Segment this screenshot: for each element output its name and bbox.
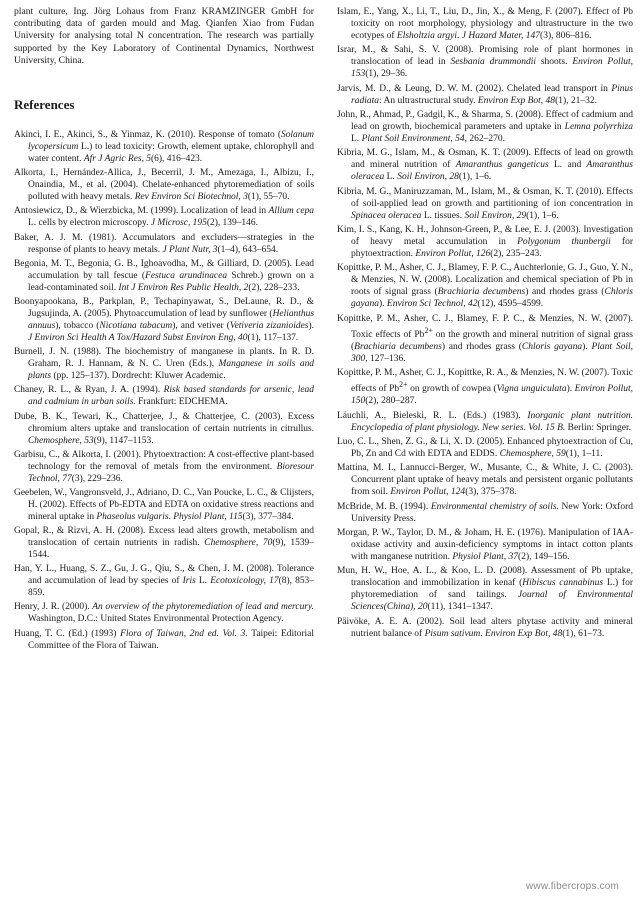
reference-entry: Mun, H. W., Hoe, A. L., & Koo, L. D. (2008). Assessment of Pb uptake, translocation and immobilization in kenaf (Hibiscus cannabinus L.) for phytoremediation of sand tailings. Journal of Environmental Sciences(China), 20(11), 1341–1347. [337,566,634,613]
reference-entry: Gopal, R., & Rizvi, A. H. (2008). Excess lead alters growth, metabolism and translocation of certain nutrients in radish. Chemosphere, 70(9), 1539–1544. [14,526,314,561]
reference-entry: Mattina, M. I., Lannucci-Berger, W., Musante, C., & White, J. C. (2003). Concurrent plant uptake of heavy metals and persistent organic pollutants from soil. Environ Pollut, 124(3), 375–378. [337,463,633,498]
reference-entry: Henry, J. R. (2000). An overview of the phytoremediation of lead and mercury. Washington, D.C.: United States Environmental Protection Agency. [14,602,314,625]
reference-entry: Alkorta, I., Hernández-Allica, J., Becerril, J. M., Amezaga, I., Albizu, I., Onaindia, M., et al. (2004). Chelate-enhanced phytoremediation of soils polluted with heavy metals. Rev Environ Sci Biotechnol, 3(1), 55–70. [14,168,314,203]
reference-entry: Morgan, P. W., Taylor, D. M., & Joham, H. E. (1976). Manipulation of IAA-oxidase activity and auxin-deficiency symptoms in intact cotton plants with manganese nutrition. Physiol Plant, 37(2), 149–156. [337,527,633,562]
reference-entry: Chaney, R. L., & Ryan, J. A. (1994). Risk based standards for arsenic, lead and cadmium in urban soils. Frankfurt: EDCHEMA. [14,385,314,408]
reference-entry: Islam, E., Yang, X., Li, T., Liu, D., Jin, X., & Meng, F. (2007). Effect of Pb toxicity on root morphology, physiology and ultrastructure in the two ecotypes of Elsholtzia argyi. J Hazard Mater, 147(3), 806–816. [337,7,633,42]
right-column [337,6,633,642]
reference-entry: Luo, C. L., Shen, Z. G., & Li, X. D. (2005). Enhanced phytoextraction of Cu, Pb, Zn and Cd with EDTA and EDDS. Chemosphere, 59(1), 1–11. [337,436,633,459]
watermark: www.fibercrops.com [526,881,620,892]
reference-entry: Kopittke, P. M., Asher, C. J., Blamey, F. P. C., & Menzies, N. W. (2007). Toxic effects of $Pb^{2+}$ on the growth and mineral nutrition of signal grass (Brachiaria decumbens) and rhodes grass (Chloris gayana). Plant Soil, 300, 127–136. [337,313,633,364]
reference-entry: Han, Y. L., Huang, S. Z., Gu, J. G., Qiu, S., & Chen, J. M. (2008). Tolerance and accumulation of lead by species of Iris L. Ecotoxicology, 17(8), 853–859. [14,564,314,599]
reference-entry: Kim, I. S., Kang, K. H., Johnson-Green, P., & Lee, E. J. (2003). Investigation of heavy metal accumulation in Polygonum thunbergii for phytoextraction. Environ Pollut, 126(2), 235–243. [337,224,634,260]
reference-entry: Israr, M., & Sahi, S. V. (2008). Promising role of plant hormones in translocation of lead in Sesbania drummondii shoots. Environ Pollut, 153(1), 29–36. [337,45,633,80]
reference-entry: Huang, T. C. (Ed.) (1993) Flora of Taiwan, 2nd ed. Vol. 3. Taipei: Editorial Committee of the Flora of Taiwan. [14,628,314,651]
reference-entry: Läuchli, A., Bieleski, R. L. (Eds.) (1983). Inorganic plant nutrition. Encyclopedia of plant physiology. New series. Vol. 15 B. Berlin: Springer. [337,410,633,433]
reference-entry: Baker, A. J. M. (1981). Accumulators and excluders—strategies in the response of plants to heavy metals. J Plant Nutr, 3(1–4), 643–654. [14,232,314,255]
reference-entry: Begonia, M. T., Begonia, G. B., Ighoavodha, M., & Gilliard, D. (2005). Lead accumulation by tall fescue (Festuca arundinacea Schreb.) grown on a lead-contaminated soil. Int J Environ Res Public Health, 2(2), 228–233. [14,258,314,293]
reference-entry: Garbisu, C., & Alkorta, I. (2001). Phytoextraction: A cost-effective plant-based technology for the removal of metals from the environment. Bioresour Technol, 77(3), 229–236. [14,449,314,484]
reference-entry: Geebelen, W., Vangronsveld, J., Adriano, D. C., Van Poucke, L. C., & Clijsters, H. (2002). Effects of Pb-EDTA and EDTA on oxidative stress reactions and mineral uptake in Phaseolus vulgaris. Physiol Plant, 115(3), 377–384. [14,487,314,522]
left-reference-list [14,129,314,652]
reference-entry: Burnell, J. N. (1988). The biochemistry of manganese in plants. In R. D. Graham, R. J. Hannam, & N. C. Uren (Eds.), Manganese in soils and plants (pp. 125–137). Dordrecht: Kluwer Academic. [14,347,315,382]
right-reference-list [337,6,633,640]
acknowledgement-text: plant culture, Ing. Jörg Lohaus from Franz KRAMZINGER GmbH for contributing data of garden mould and Mag. Qianfen Xiao from Fudan University for analysing total N concentration. The research was partially supported by the Key Laboratory of Continental Dynamics, Northwest University, China. [14,6,314,66]
left-column [14,6,314,654]
reference-entry: Kibria, M. G., Maniruzzaman, M., Islam, M., & Osman, K. T. (2010). Effects of soil-applied lead on growth and partitioning of ion concentration in Spinacea oleracea L. tissues. Soil Environ, 29(1), 1–6. [337,186,633,221]
reference-entry: Jarvis, M. D., & Leung, D. W. M. (2002). Chelated lead transport in Pinus radiata: An ultrastructural study. Environ Exp Bot, 48(1), 21–32. [337,83,633,106]
reference-entry: Päivöke, A. E. A. (2002). Soil lead alters phytase activity and mineral nutrient balance of Pisum sativum. Environ Exp Bot, 48(1), 61–73. [337,616,633,639]
reference-entry: Kibria, M. G., Islam, M., & Osman, K. T. (2009). Effects of lead on growth and mineral nutrition of Amaranthus gangeticus L. and Amaranthus oleracea L. Soil Environ, 28(1), 1–6. [337,148,633,183]
references-heading: References [14,97,75,113]
reference-entry: John, R., Ahmad, P., Gadgil, K., & Sharma, S. (2008). Effect of cadmium and lead on growth, biochemical parameters and uptake in Lemna polyrrhiza L. Plant Soil Environment, 54, 262–270. [337,109,633,145]
reference-entry: Kopittke, P. M., Asher, C. J., Blamey, F. P. C., Auchterlonie, G. J., Guo, Y. N., & Menzies, N. W. (2008). Localization and chemical speciation of Pb in roots of signal grass (Brachiaria decumbens) and rhodes grass (Chloris gayana). Environ Sci Technol, 42(12), 4595–4599. [337,263,633,310]
reference-entry: Akinci, I. E., Akinci, S., & Yinmaz, K. (2010). Response of tomato (Solanum lycopersicum L.) to lead toxicity: Growth, element uptake, chlorophyll and water content. Afr J Agric Res, 5(6), 416–423. [14,130,314,165]
reference-entry: Antosiewicz, D., & Wierzbicka, M. (1999). Localization of lead in Allium cepa L. cells by electron microscopy. J Microsc, 195(2), 139–146. [14,206,315,229]
reference-entry: Kopittke, P. M., Asher, C. J., Kopittke, R. A., & Menzies, N. W. (2007). Toxic effects of $Pb^{2+}$ on growth of cowpea (Vigna unguiculata). Environ Pollut, 150(2), 280–287. [337,368,634,407]
reference-entry: McBride, M. B. (1994). Environmental chemistry of soils. New York: Oxford University Press. [337,501,633,524]
reference-entry: Boonyapookana, B., Parkplan, P., Techapinyawat, S., DeLaune, R. D., & Jugsujinda, A. (2005). Phytoaccumulation of lead by sunflower (Helianthus annuus), tobacco (Nicotiana tabacum), and vetiver (Vetiveria zizanioides). J Environ Sci Health A Tox/Hazard Subst Environ Eng, 40(1), 117–137. [14,296,314,343]
reference-entry: Dube, B. K., Tewari, K., Chatterjee, J., & Chatterjee, C. (2003). Excess chromium alters uptake and translocation of certain nutrients in citrullus. Chemosphere, 53(9), 1147–1153. [14,411,314,446]
